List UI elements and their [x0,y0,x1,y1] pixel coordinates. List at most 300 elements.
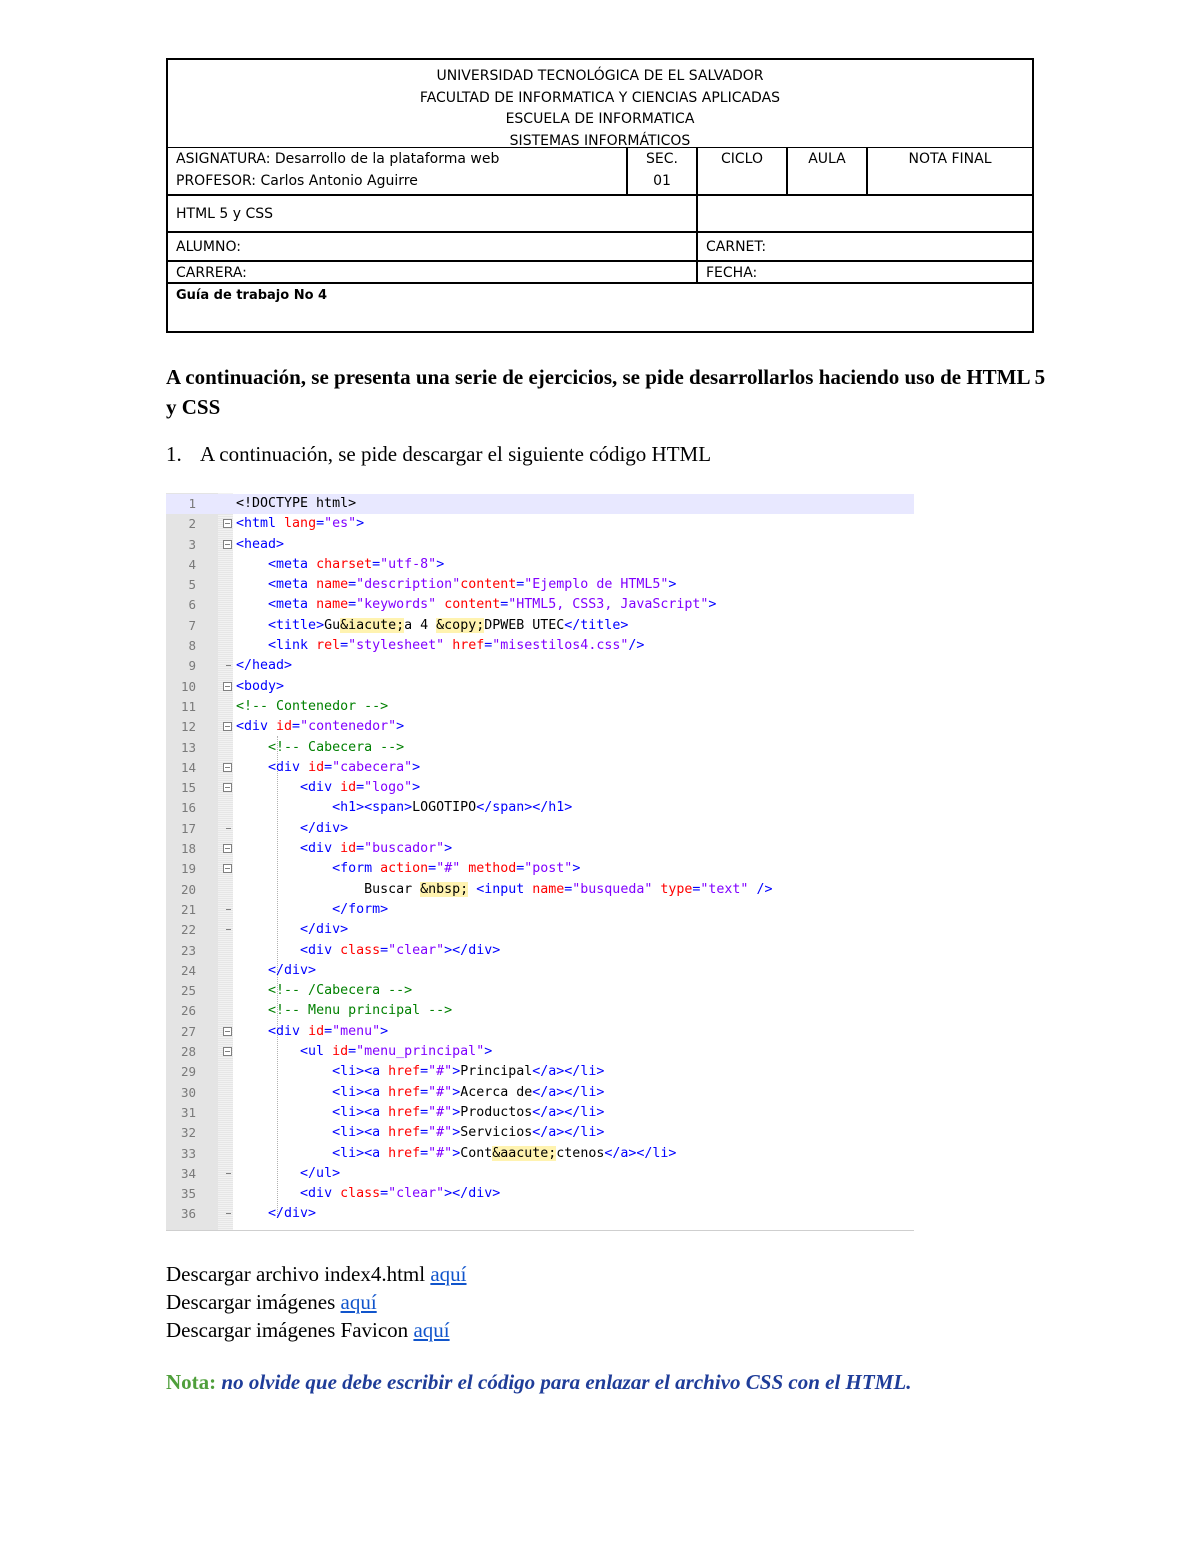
code-token: /> [756,881,773,897]
download-images-link[interactable]: aquí [340,1290,377,1314]
code-token: name [532,881,565,897]
code-token: <html [236,516,285,532]
code-text [236,677,284,697]
code-text [236,555,444,575]
code-token: "#" [436,861,469,877]
alumno-label: ALUMNO: [176,239,241,255]
line-number: 9 [188,658,196,674]
fecha-cell [698,262,1032,282]
code-token [236,780,300,795]
code-token: = [516,577,525,593]
code-token: </a></li> [532,1125,605,1141]
ciclo-label: CICLO [721,151,763,167]
code-token: </div> [300,820,349,836]
code-token: </form> [332,901,389,917]
code-token: href [452,638,485,654]
code-token: <ul [300,1044,333,1060]
code-token: <div [268,759,309,775]
code-token: "keywords" [356,597,445,613]
code-text [236,738,404,758]
code-token: href [388,1084,421,1100]
department-name: SISTEMAS INFORMÁTICOS [509,132,691,149]
aula-cell [788,148,868,194]
code-text [236,1062,604,1082]
code-line [166,798,914,818]
sec-value: 01 [653,173,671,189]
code-token: = [420,1145,429,1161]
line-number: 11 [180,698,196,714]
line-number: 29 [180,1064,196,1080]
line-number: 14 [180,759,196,775]
code-token: <div [300,942,341,958]
code-text [236,656,292,676]
code-line [166,758,914,778]
code-token: "#" [428,1145,453,1161]
code-token: = [380,1186,389,1202]
exercise-number: 1. [166,442,182,466]
code-line [166,1022,914,1042]
code-token: href [388,1125,421,1141]
line-number: 26 [180,1003,196,1019]
code-token: method [468,861,517,877]
code-line [166,1001,914,1021]
line-number: 8 [188,638,196,654]
code-token: "logo" [364,780,413,796]
code-token: "es" [324,516,357,532]
code-token: </div> [268,1206,317,1222]
student-row [168,233,1032,262]
code-token: > [396,719,405,735]
download-favicon-line [166,1318,450,1343]
code-text [236,880,772,900]
code-token: </head> [236,658,293,674]
code-token [236,922,300,937]
code-token: > [452,1145,461,1161]
code-token: </title> [564,617,629,633]
code-token: name [316,577,349,593]
code-token: href [388,1104,421,1120]
code-token: = [324,759,333,775]
code-line [166,1123,914,1143]
fold-collapse-icon[interactable] [223,1027,232,1036]
code-token: id [276,719,293,735]
code-text [236,1144,676,1164]
code-line [166,535,914,555]
code-token: = [692,881,701,897]
fold-collapse-icon[interactable] [223,844,232,853]
code-token [236,800,332,815]
line-number: 36 [180,1206,196,1222]
code-lines [166,494,914,1225]
code-token [236,821,300,836]
fold-end-icon [226,929,231,930]
code-token: "#" [428,1084,453,1100]
code-token: <h1><span> [332,800,413,816]
code-token: Servicios [460,1125,533,1141]
download-images-text: Descargar imágenes [166,1290,341,1314]
code-token: class [340,1186,381,1202]
code-token: Buscar [236,881,421,897]
download-favicon-link[interactable]: aquí [413,1318,450,1342]
code-token [236,638,268,653]
code-line [166,575,914,595]
code-token: Principal [460,1064,533,1080]
code-token: = [356,841,365,857]
code-token: = [316,516,325,532]
fold-end-icon [226,909,231,910]
nota-final-label: NOTA FINAL [908,151,992,167]
line-number: 15 [180,780,196,796]
asignatura-text: ASIGNATURA: Desarrollo de la plataforma web [176,151,500,167]
code-token: > [412,759,421,775]
code-token: content [444,597,501,613]
code-text [236,636,644,656]
line-number: 2 [188,516,196,532]
code-token: "HTML5, CSS3, JavaScript" [508,597,709,613]
code-token: LOGOTIPO [412,800,477,816]
code-token: > [452,1125,461,1141]
code-text [236,920,348,940]
line-number: 35 [180,1186,196,1202]
code-token: > [572,861,581,877]
code-token: "Ejemplo de HTML5" [524,577,669,593]
fold-collapse-icon[interactable] [223,783,232,792]
code-line [166,1144,914,1164]
code-editor-screenshot [166,493,914,1231]
line-number: 33 [180,1145,196,1161]
code-token: = [340,638,349,654]
code-token: "#" [428,1064,453,1080]
code-text [236,514,364,534]
code-token: <div [268,1023,309,1039]
code-token: &nbsp; [420,881,469,897]
code-token: </span></h1> [476,800,573,816]
code-token: &copy; [436,617,485,633]
code-token: lang [284,516,317,532]
code-line [166,555,914,575]
institution-block [168,60,1032,148]
code-token: Gu [324,617,341,633]
code-token [236,963,268,978]
course-info-cell [168,148,628,194]
download-images-line [166,1290,377,1315]
ciclo-cell [698,148,788,194]
line-number: 7 [188,617,196,633]
topic-cell [168,196,698,231]
code-token: href [388,1145,421,1161]
fold-collapse-icon[interactable] [223,519,232,528]
code-token [236,1064,332,1079]
code-line [166,819,914,839]
code-line [166,1184,914,1204]
line-number: 31 [180,1104,196,1120]
code-token: "clear" [388,942,445,958]
code-text [236,494,356,514]
topic-row [168,196,1032,233]
code-text [236,941,500,961]
code-token: </ul> [300,1165,341,1181]
code-token: <meta [268,577,317,593]
code-token: action [380,861,429,877]
alumno-cell [168,233,698,260]
code-token: <meta [268,556,317,572]
code-token: Acerca de [460,1084,533,1100]
code-token: = [348,597,357,613]
sec-label: SEC. [646,151,678,167]
code-line [166,1042,914,1062]
code-token: <body> [236,678,285,694]
code-token: "buscador" [364,841,445,857]
code-token: name [316,597,349,613]
code-line [166,880,914,900]
download-html-line [166,1262,467,1287]
code-token: <input [476,881,533,897]
code-token: rel [316,638,341,654]
code-text [236,1022,388,1042]
code-text [236,981,412,1001]
code-line [166,900,914,920]
code-token: <div [300,841,341,857]
code-token: ></div> [444,1186,501,1202]
code-token: </a></li> [532,1064,605,1080]
code-line [166,494,914,514]
code-token: </a></li> [532,1104,605,1120]
code-text [236,758,420,778]
code-token: "stylesheet" [348,638,453,654]
fecha-label: FECHA: [706,265,758,281]
code-text [236,1103,604,1123]
line-number: 20 [180,881,196,897]
line-number: 18 [180,841,196,857]
code-token: href [388,1064,421,1080]
fold-end-icon [226,1173,231,1174]
code-text [236,819,348,839]
code-token: id [308,759,325,775]
code-line [166,1164,914,1184]
code-text [236,961,316,981]
career-row [168,262,1032,284]
line-number: 1 [188,496,196,511]
code-text [236,575,676,595]
download-html-link[interactable]: aquí [430,1262,467,1286]
code-token: "clear" [388,1186,445,1202]
code-text [236,1001,452,1021]
code-text [236,859,580,879]
exercise-item-1 [166,442,711,467]
code-text [236,839,452,859]
line-number: 27 [180,1023,196,1039]
code-token: "menu_principal" [356,1044,485,1060]
line-number: 24 [180,962,196,978]
code-line [166,859,914,879]
code-token: > [708,597,717,613]
code-token: id [340,841,357,857]
code-token: > [356,516,365,532]
code-text [236,595,716,615]
code-token: <!-- Menu principal --> [268,1003,453,1019]
code-token: a 4 [404,617,437,633]
code-text [236,1083,604,1103]
download-html-text: Descargar archivo index4.html [166,1262,431,1286]
code-token: "description" [356,577,461,593]
line-number: 3 [188,536,196,552]
carnet-cell [698,233,1032,260]
code-token: = [420,1084,429,1100]
code-token: > [452,1104,461,1120]
code-token: class [340,942,381,958]
code-token: <!-- /Cabecera --> [268,983,413,999]
code-token: <!-- Contenedor --> [236,698,389,714]
fold-collapse-icon[interactable] [223,540,232,549]
code-token: <div [300,780,341,796]
code-line [166,616,914,636]
code-token: &aacute; [492,1145,557,1161]
guide-title: Guía de trabajo No 4 [176,288,328,303]
carnet-label: CARNET: [706,239,767,255]
code-line [166,941,914,961]
fold-collapse-icon[interactable] [223,1047,232,1056]
code-token: charset [316,556,373,572]
faculty-name: FACULTAD DE INFORMATICA Y CIENCIAS APLICADAS [419,89,781,106]
code-token: type [660,881,693,897]
code-token: "misestilos4.css" [492,638,629,654]
code-line [166,738,914,758]
line-number: 32 [180,1125,196,1141]
code-token: <form [332,861,381,877]
code-token [468,882,476,897]
code-token [236,1024,268,1039]
code-token: = [348,577,357,593]
code-token: > [452,1084,461,1100]
note-text: no olvide que debe escribir el código para enlazar el archivo CSS con el HTML. [221,1370,912,1394]
code-line [166,839,914,859]
code-token: = [380,942,389,958]
code-token: <!DOCTYPE html> [236,496,357,511]
carrera-label: CARRERA: [176,265,247,281]
code-token: = [500,597,509,613]
code-token: "menu" [332,1023,381,1039]
exercise-text: A continuación, se pide descargar el siguiente código HTML [200,442,712,466]
line-number: 10 [180,678,196,694]
code-token: > [484,1044,493,1060]
fold-end-icon [226,828,231,829]
guide-row [168,284,1032,333]
code-token: <li><a [332,1125,389,1141]
aula-label: AULA [808,151,846,167]
code-token: > [452,1064,461,1080]
nota-final-cell [868,148,1032,194]
code-token: "#" [428,1104,453,1120]
line-number: 21 [180,901,196,917]
code-token: id [308,1023,325,1039]
code-token [236,1166,300,1181]
note-paragraph [166,1370,911,1395]
code-token [236,1085,332,1100]
code-token: = [428,861,437,877]
fold-collapse-icon[interactable] [223,864,232,873]
code-token: = [292,719,301,735]
line-number: 17 [180,820,196,836]
code-token: = [420,1104,429,1120]
fold-collapse-icon[interactable] [223,763,232,772]
line-number: 34 [180,1165,196,1181]
code-token: </div> [268,962,317,978]
code-token [236,983,268,998]
code-line [166,1062,914,1082]
code-token [236,1186,300,1201]
code-token: <link [268,638,317,654]
fold-end-icon [226,665,231,666]
code-token [236,618,268,633]
code-token: <div [300,1186,341,1202]
code-token [236,1206,268,1221]
code-token: "busqueda" [572,881,661,897]
code-token: <li><a [332,1084,389,1100]
code-token: DPWEB UTEC [484,617,565,633]
code-token [236,597,268,612]
code-line [166,514,914,534]
line-number: 13 [180,739,196,755]
code-line [166,1204,914,1224]
code-token [236,1105,332,1120]
code-text [236,697,388,717]
code-token [236,760,268,775]
code-token [236,1146,332,1161]
code-line [166,1103,914,1123]
code-token [236,1044,300,1059]
code-token [236,557,268,572]
line-number: 19 [180,861,196,877]
line-number: 28 [180,1044,196,1060]
code-token: <head> [236,536,285,552]
fold-collapse-icon[interactable] [223,722,232,731]
code-line [166,981,914,1001]
code-token: </a></li> [604,1145,677,1161]
code-token [236,841,300,856]
code-token: ></div> [444,942,501,958]
carrera-cell [168,262,698,282]
code-text [236,616,628,636]
code-token: </div> [300,922,349,938]
code-token: Cont [460,1145,493,1161]
code-line [166,656,914,676]
code-token: = [348,1044,357,1060]
topic-text: HTML 5 y CSS [176,206,274,222]
code-line [166,920,914,940]
section-cell [628,148,698,194]
code-line [166,1083,914,1103]
code-token: &iacute; [340,617,405,633]
code-text [236,1164,340,1184]
intro-paragraph: A continuación, se presenta una serie de ejercicios, se pide desarrollarlos haciendo uso de HTML 5 y CSS [166,365,1046,419]
fold-end-icon [226,1213,231,1214]
fold-collapse-icon[interactable] [223,682,232,691]
code-line [166,717,914,737]
code-line [166,961,914,981]
line-number: 4 [188,556,196,572]
code-token: > [444,841,453,857]
code-token: > [668,577,677,593]
code-token: > [412,780,421,796]
code-token: = [372,556,381,572]
code-line [166,697,914,717]
code-token: = [420,1125,429,1141]
code-token: Productos [460,1104,533,1120]
code-text [236,1123,604,1143]
code-token [236,943,300,958]
code-text [236,1184,500,1204]
line-number: 6 [188,597,196,613]
